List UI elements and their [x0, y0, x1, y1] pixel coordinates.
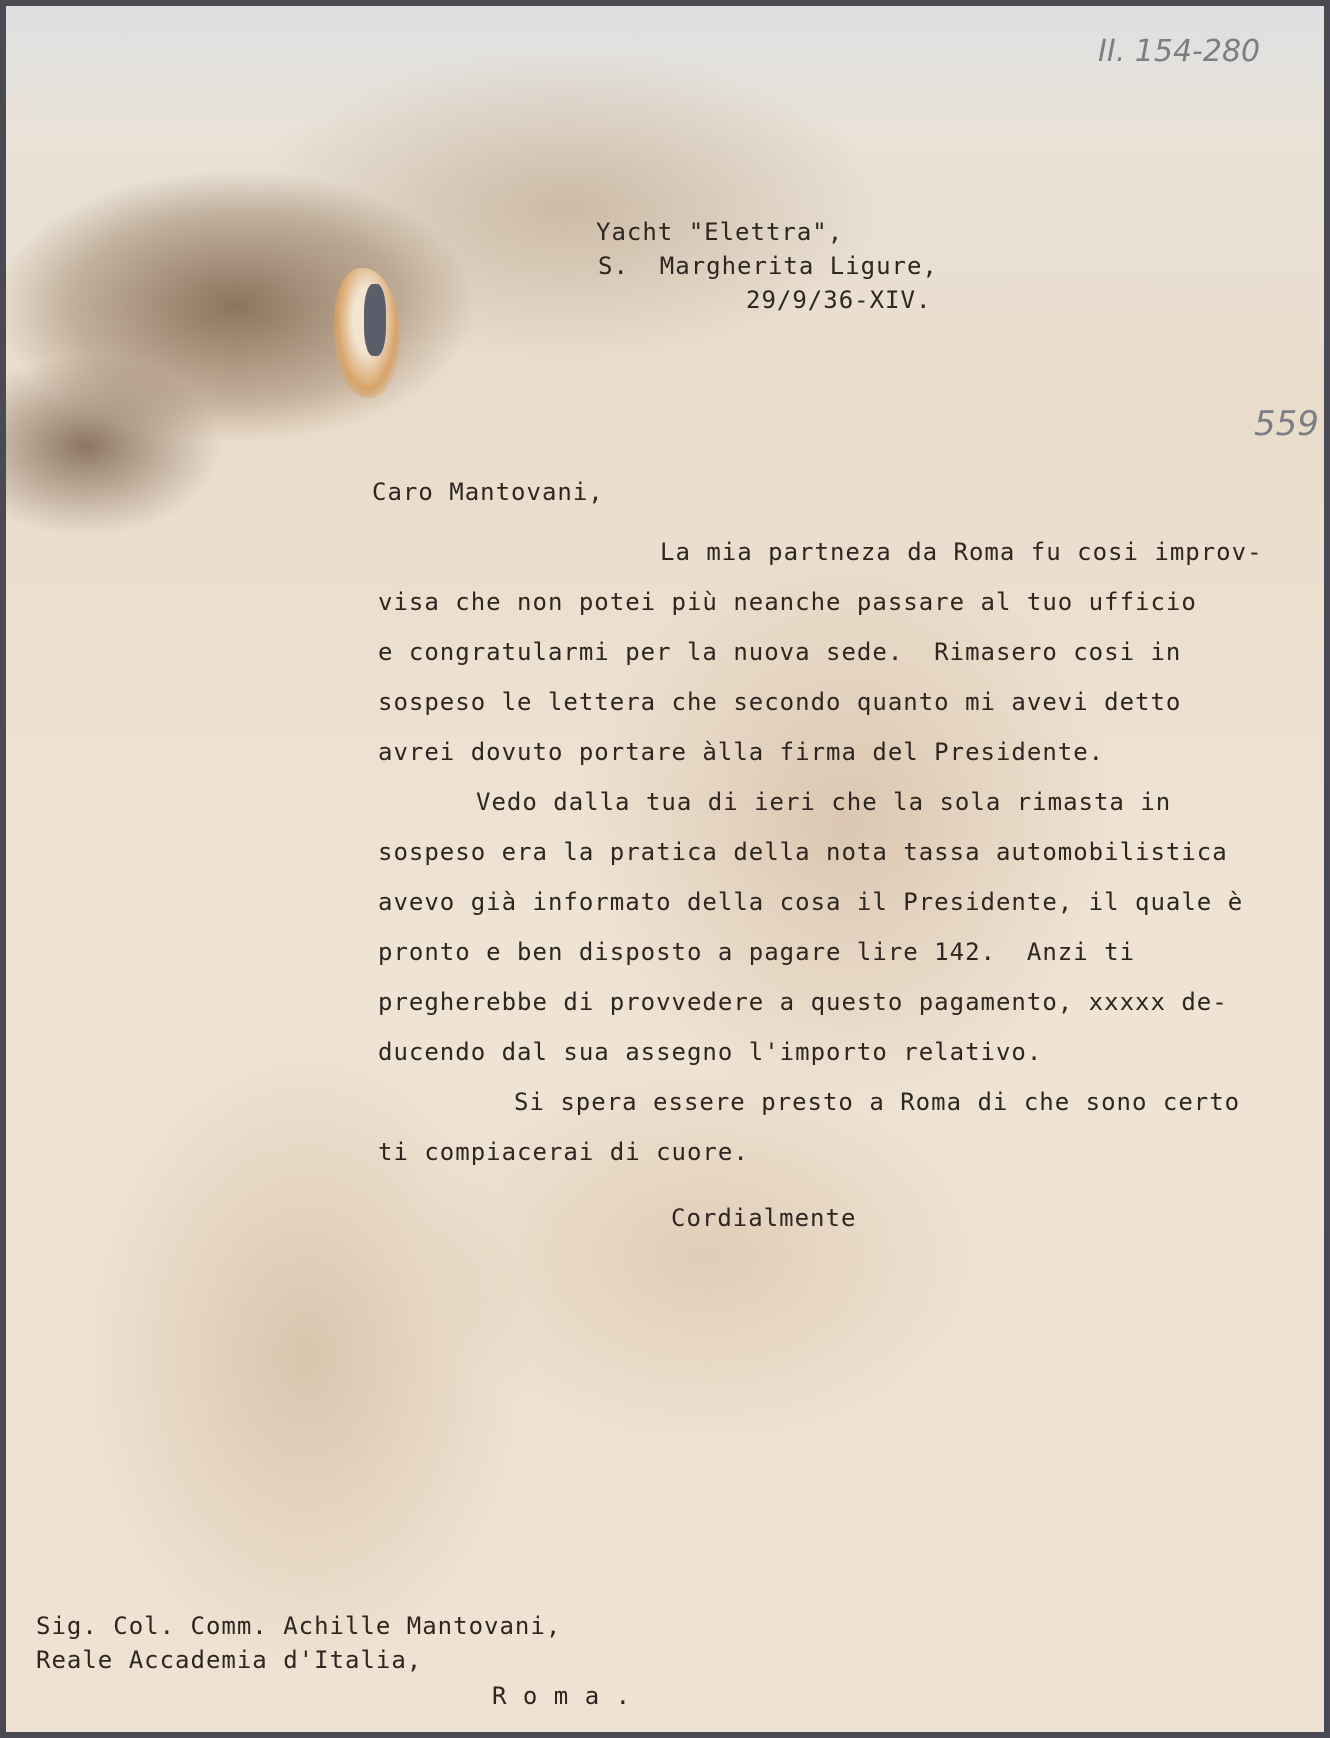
- address-line: Sig. Col. Comm. Achille Mantovani,: [36, 1612, 562, 1640]
- body-line: avevo già informato della cosa il Presidente, il quale è: [378, 888, 1244, 916]
- body-line: sospeso era la pratica della nota tassa automobilistica: [378, 838, 1228, 866]
- burn-hole: [364, 284, 386, 356]
- address-line: Reale Accademia d'Italia,: [36, 1646, 423, 1674]
- header-date: 29/9/36-XIV.: [746, 286, 932, 314]
- body-line: ducendo dal sua assegno l'importo relativo.: [378, 1038, 1043, 1066]
- archive-mark: II. 154-280: [1098, 34, 1261, 69]
- header-line-1: Yacht "Elettra",: [596, 218, 844, 246]
- body-line: Si spera essere presto a Roma di che sono certo: [514, 1088, 1241, 1116]
- address-city: R o m a .: [492, 1682, 632, 1710]
- body-line: Vedo dalla tua di ieri che la sola rimasta in: [476, 788, 1172, 816]
- body-line: pronto e ben disposto a pagare lire 142. Anzi ti: [378, 938, 1136, 966]
- body-line: pregherebbe di provvedere a questo pagamento, xxxxx de-: [378, 988, 1228, 1016]
- salutation: Caro Mantovani,: [372, 478, 604, 506]
- body-line: avrei dovuto portare àlla firma del Presidente.: [378, 738, 1105, 766]
- body-line: sospeso le lettera che secondo quanto mi avevi detto: [378, 688, 1182, 716]
- letter-page: [6, 6, 1324, 1732]
- header-line-2: S. Margherita Ligure,: [598, 252, 938, 280]
- closing: Cordialmente: [671, 1204, 857, 1232]
- body-line: La mia partneza da Roma fu cosi improv-: [660, 538, 1263, 566]
- body-line: visa che non potei più neanche passare al tuo ufficio: [378, 588, 1197, 616]
- body-line: ti compiacerai di cuore.: [378, 1138, 749, 1166]
- body-line: e congratularmi per la nuova sede. Rimasero cosi in: [378, 638, 1182, 666]
- page-number: 559: [1254, 404, 1319, 444]
